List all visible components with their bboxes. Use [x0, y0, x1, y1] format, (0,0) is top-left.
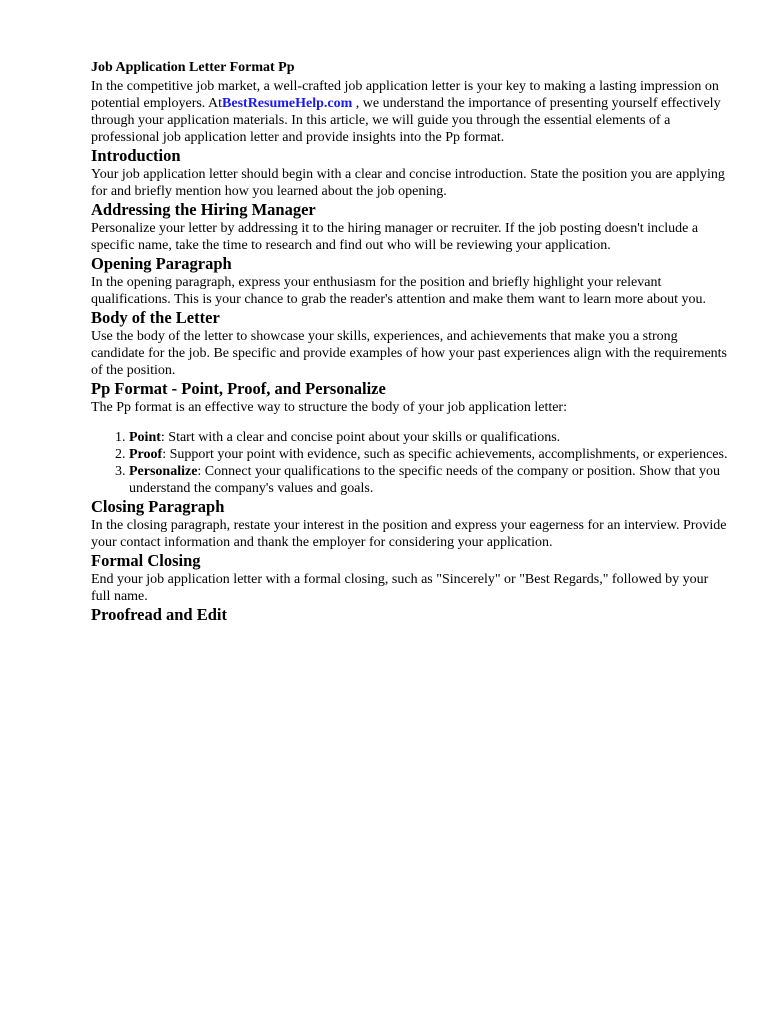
- paragraph-body: Use the body of the letter to showcase your skills, experiences, and achievements that make you a strong candidate for the job. Be specific and provide examples of how your past experiences align with the requirements of the position.: [91, 329, 728, 378]
- list-item-desc: : Connect your qualifications to the specific needs of the company or position. Show that you understand the company's values and goals.: [129, 464, 720, 496]
- heading-body-of-letter: Body of the Letter: [91, 308, 220, 327]
- pp-format-list: [91, 429, 728, 497]
- heading-proofread-and-edit: Proofread and Edit: [91, 605, 227, 624]
- heading-introduction: Introduction: [91, 146, 181, 165]
- list-item: [129, 429, 728, 446]
- heading-formal-closing: Formal Closing: [91, 551, 201, 570]
- list-item-term: Proof: [129, 447, 163, 462]
- list-item: [129, 446, 728, 463]
- document-title: Job Application Letter Format Pp: [91, 60, 295, 75]
- intro-paragraph: [91, 78, 728, 146]
- list-item-term: Point: [129, 430, 161, 445]
- heading-pp-format: Pp Format - Point, Proof, and Personalize: [91, 379, 386, 398]
- paragraph-addressing-hiring-manager: Personalize your letter by addressing it to the hiring manager or recruiter. If the job posting doesn't include a specific name, take the time to research and find out who will be reviewing your application.: [91, 221, 699, 253]
- list-item-term: Personalize: [129, 464, 198, 479]
- paragraph-introduction: Your job application letter should begin with a clear and concise introduction. State the position you are applying for and briefly mention how you learned about the job opening.: [91, 167, 725, 199]
- paragraph-opening: In the opening paragraph, express your enthusiasm for the position and briefly highlight your relevant qualifications. This is your chance to grab the reader's attention and make them want to learn more about you.: [91, 275, 706, 307]
- paragraph-closing: In the closing paragraph, restate your interest in the position and express your eagerness for an interview. Provide your contact information and thank the employer for considering your application.: [91, 518, 727, 550]
- list-item-desc: : Support your point with evidence, such as specific achievements, accomplishments, or experiences.: [162, 447, 728, 462]
- list-item-desc: : Start with a clear and concise point about your skills or qualifications.: [160, 430, 561, 445]
- paragraph-formal-closing: End your job application letter with a formal closing, such as "Sincerely" or "Best Regards," followed by your full name.: [91, 572, 709, 604]
- intro-text-before-link: In the competitive job market, a well-crafted job application letter is your key to making a lasting impression on potential employers. At: [91, 79, 719, 111]
- heading-addressing-hiring-manager: Addressing the Hiring Manager: [91, 200, 316, 219]
- heading-closing-paragraph: Closing Paragraph: [91, 497, 225, 516]
- best-resume-help-link[interactable]: BestResumeHelp.com: [222, 96, 353, 111]
- list-item: [129, 463, 728, 497]
- intro-text-after-link: , we understand the importance of presenting yourself effectively through your application materials. In this article, we will guide you through the essential elements of a professional job application letter and provide insights into the Pp format.: [91, 96, 721, 145]
- paragraph-pp-format: The Pp format is an effective way to structure the body of your job application letter:: [91, 400, 567, 415]
- heading-opening-paragraph: Opening Paragraph: [91, 254, 232, 273]
